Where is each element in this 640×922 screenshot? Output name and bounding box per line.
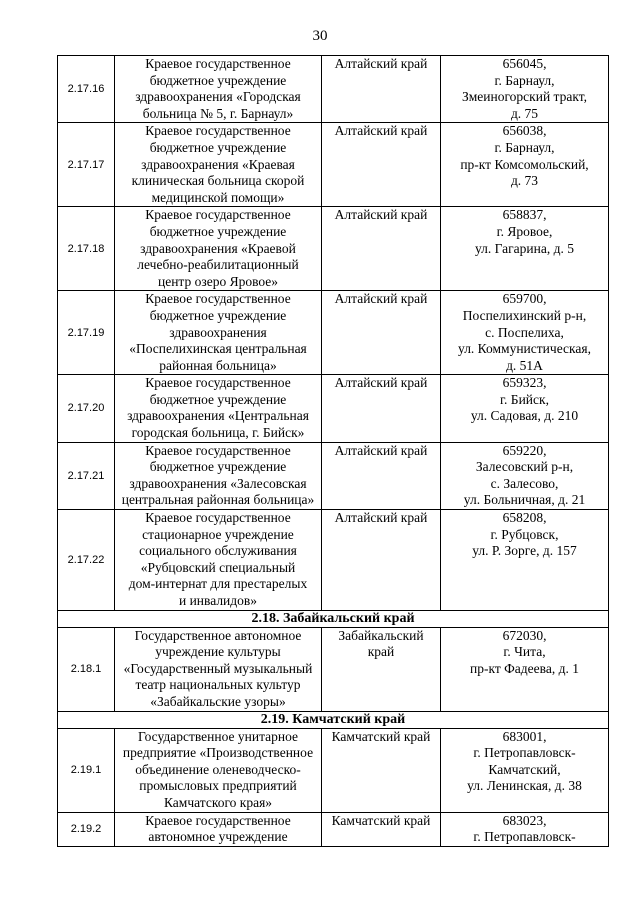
row-number: 2.17.19 [58,291,115,375]
institutions-table [57,55,609,847]
region: Камчатский край [322,728,441,812]
page-number: 30 [312,28,328,44]
address: 659323, г. Бийск, ул. Садовая, д. 210 [441,375,609,442]
section-title: 2.18. Забайкальский край [58,610,609,627]
address: 672030, г. Чита, пр-кт Фадеева, д. 1 [441,627,609,711]
address: 656045, г. Барнаул, Змеиногорский тракт, д. 75 [441,56,609,123]
address: 659700, Поспелихинский р-н, с. Поспелиха, ул. Коммунистическая, д. 51А [441,291,609,375]
address: 683023, г. Петропавловск- [441,812,609,846]
address: 659220, Залесовский р-н, с. Залесово, ул. Больничная, д. 21 [441,442,609,509]
row-number: 2.19.1 [58,728,115,812]
region: Алтайский край [322,291,441,375]
institution-name: Краевое государственное бюджетное учреждение здравоохранения «Городская больница № 5, г. Барнаул» [115,56,322,123]
table-row [58,510,609,611]
address: 658837, г. Яровое, ул. Гагарина, д. 5 [441,207,609,291]
region: Алтайский край [322,510,441,611]
region: Алтайский край [322,375,441,442]
row-number: 2.19.2 [58,812,115,846]
section-title: 2.19. Камчатский край [58,711,609,728]
institution-name: Краевое государственное стационарное учреждение социального обслуживания «Рубцовский специальный дом-интернат для престарелых и инвалидов» [115,510,322,611]
address: 658208, г. Рубцовск, ул. Р. Зорге, д. 157 [441,510,609,611]
table-row [58,627,609,711]
row-number: 2.17.18 [58,207,115,291]
institution-name: Краевое государственное бюджетное учреждение здравоохранения «Поспелихинская центральная районная больница» [115,291,322,375]
row-number: 2.17.20 [58,375,115,442]
section-header [58,711,609,728]
table-row [58,812,609,846]
region: Алтайский край [322,56,441,123]
table-row [58,442,609,509]
institution-name: Краевое государственное бюджетное учреждение здравоохранения «Краевой лечебно-реабилитационный центр озеро Яровое» [115,207,322,291]
institution-name: Краевое государственное бюджетное учреждение здравоохранения «Краевая клиническая больница скорой медицинской помощи» [115,123,322,207]
table-row [58,207,609,291]
institution-name: Государственное унитарное предприятие «Производственное объединение оленеводческо- промысловых предприятий Камчатского края» [115,728,322,812]
row-number: 2.17.17 [58,123,115,207]
table-row [58,375,609,442]
section-header [58,610,609,627]
table-row [58,123,609,207]
institution-name: Краевое государственное бюджетное учреждение здравоохранения «Залесовская центральная районная больница» [115,442,322,509]
region: Камчатский край [322,812,441,846]
table-row [58,291,609,375]
region: Алтайский край [322,123,441,207]
row-number: 2.18.1 [58,627,115,711]
table-row [58,56,609,123]
region: Забайкальский край [322,627,441,711]
table-row [58,728,609,812]
row-number: 2.17.21 [58,442,115,509]
address: 683001, г. Петропавловск- Камчатский, ул. Ленинская, д. 38 [441,728,609,812]
institution-name: Краевое государственное бюджетное учреждение здравоохранения «Центральная городская больница, г. Бийск» [115,375,322,442]
row-number: 2.17.16 [58,56,115,123]
row-number: 2.17.22 [58,510,115,611]
region: Алтайский край [322,442,441,509]
address: 656038, г. Барнаул, пр-кт Комсомольский, д. 73 [441,123,609,207]
region: Алтайский край [322,207,441,291]
institution-name: Краевое государственное автономное учреждение [115,812,322,846]
institution-name: Государственное автономное учреждение культуры «Государственный музыкальный театр национальных культур «Забайкальские узоры» [115,627,322,711]
